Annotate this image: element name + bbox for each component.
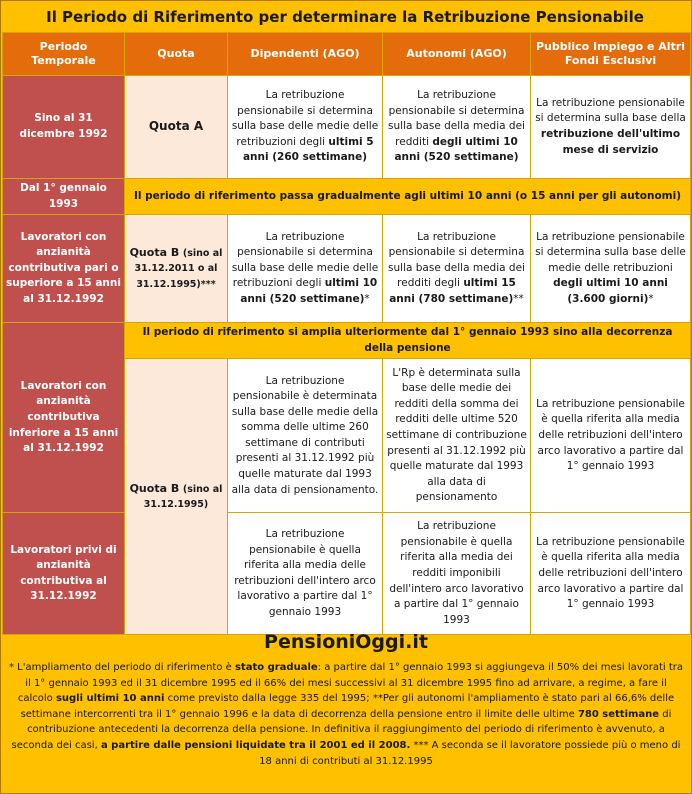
cell-text: La retribuzione pensionabile si determina sulla base delle medie delle retribuzioni bbox=[535, 230, 686, 274]
header-quota: Quota bbox=[125, 33, 228, 76]
note-emphasis: sugli ultimi 10 anni bbox=[55, 693, 165, 705]
note-text: di contribuzione antecedenti la decorrenza della pensione. In definitiva il raggiungimento del periodo di riferimento è avvenuto, a seconda dei casi, bbox=[11, 708, 672, 751]
cell-text: La retribuzione pensionabile si determina sulla base delle medie delle retribuzioni degli bbox=[231, 230, 379, 290]
cell-emphasis: retribuzione dell'ultimo mese di servizio bbox=[540, 128, 681, 156]
cell-footnote-mark: ** bbox=[513, 293, 524, 306]
band-row bbox=[3, 179, 691, 215]
header-pubblico: Pubblico Impiego e Altri Fondi Esclusivi bbox=[531, 33, 691, 76]
cell-emphasis: degli ultimi 10 anni (520 settimane) bbox=[394, 135, 519, 164]
cell-emphasis: ultimi 15 anni (780 settimane) bbox=[389, 277, 516, 306]
cell-footnote-mark: * bbox=[364, 293, 370, 306]
band-text: Il periodo di riferimento si amplia ulteriormente dal 1° gennaio 1993 sino alla decorrenza della pensione bbox=[125, 323, 691, 359]
cell-text: La retribuzione pensionabile si determina sulla base della media dei redditi degli bbox=[388, 230, 525, 290]
pubblico-cell: La retribuzione pensionabile è quella riferita alla media delle retribuzioni dell'intero arco lavorativo a partire dal 1° gennaio 1993 bbox=[531, 513, 691, 635]
brand-logo: PensioniOggi.it bbox=[264, 631, 428, 653]
quota-label: Quota B bbox=[129, 481, 180, 495]
periodo-cell: Lavoratori con anzianità contributiva inferiore a 15 anni al 31.12.1992 bbox=[3, 323, 125, 513]
table-row bbox=[3, 215, 691, 323]
cell-emphasis: degli ultimi 10 anni (3.600 giorni) bbox=[553, 277, 668, 306]
note-text: come previsto dalla legge 335 del 1995; **Per gli autonomi l'ampliamento è stato pari al 66,6% delle settimane intercorrenti tra il 1° gennaio 1996 e la data di decorrenza della pensione entro il limite delle ultime bbox=[20, 693, 675, 720]
cell-footnote-mark: * bbox=[648, 293, 654, 306]
table-row bbox=[3, 513, 691, 635]
cell-text: La retribuzione pensionabile si determina sulla base delle medie delle retribuzioni degli bbox=[231, 89, 379, 148]
periodo-cell: Lavoratori privi di anzianità contributiva al 31.12.1992 bbox=[3, 513, 125, 635]
autonomi-cell: L'Rp è determinata sulla base delle medie dei redditi della somma dei redditi delle ultime 520 settimane di contribuzione presenti al 31.12.1992 più quelle maturate dal 1993 alla data di pensionamento bbox=[383, 359, 531, 513]
dipendenti-cell: La retribuzione pensionabile è determinata sulla base delle medie della somma delle ultime 260 settimane di contributi presenti al 31.12.1992 più quelle maturate dal 1993 alla data di pensionamento. bbox=[228, 359, 383, 513]
quota-cell: Quota A bbox=[125, 76, 228, 179]
band-row bbox=[3, 323, 691, 359]
quota-cell bbox=[125, 359, 228, 635]
note-emphasis: a partire dalle pensioni liquidate tra il 2001 ed il 2008. bbox=[100, 739, 411, 751]
periodo-cell: Sino al 31 dicembre 1992 bbox=[3, 76, 125, 179]
note-emphasis: 780 settimane bbox=[577, 708, 660, 720]
note-text: : a partire dal 1° gennaio 1993 si aggiungeva il 50% dei mesi lavorati tra il 1° gennaio 1993 ed il 31 dicembre 1995 ed il 66% dei mesi successivi al 31 dicembre 1995 fino ad arrivare, a regime, a fare il calcolo bbox=[17, 662, 684, 705]
footnotes bbox=[8, 660, 684, 769]
quota-note: (sino al 31.12.2011 o al 31.12.1995)*** bbox=[134, 247, 223, 290]
note-text: *** A seconda se il lavoratore possiede più o meno di 18 anni di contributi al 31.12.1995 bbox=[259, 739, 681, 767]
pubblico-cell bbox=[531, 76, 691, 179]
periodo-cell: Lavoratori con anzianità contributiva pari o superiore a 15 anni al 31.12.1992 bbox=[3, 215, 125, 323]
page-title: Il Periodo di Riferimento per determinare la Retribuzione Pensionabile bbox=[46, 7, 644, 26]
cell-emphasis: ultimi 5 anni (260 settimane) bbox=[242, 135, 374, 164]
header-periodo: Periodo Temporale bbox=[3, 33, 125, 76]
note-text: * L'ampliamento del periodo di riferimento è bbox=[8, 662, 232, 673]
autonomi-cell bbox=[383, 76, 531, 179]
autonomi-cell: La retribuzione pensionabile è quella riferita alla media dei redditi imponibili dell'intero arco lavorativo a partire dal 1° gennaio 1993 bbox=[383, 513, 531, 635]
pubblico-cell: La retribuzione pensionabile è quella riferita alla media delle retribuzioni dell'intero arco lavorativo a partire dal 1° gennaio 1993 bbox=[531, 359, 691, 513]
retribuzione-table bbox=[2, 32, 691, 635]
band-text: Il periodo di riferimento passa gradualmente agli ultimi 10 anni (o 15 anni per gli autonomi) bbox=[125, 179, 691, 215]
header-row bbox=[3, 33, 691, 76]
dipendenti-cell bbox=[228, 76, 383, 179]
quota-note: (sino al 31.12.1995) bbox=[143, 483, 223, 511]
header-dipendenti: Dipendenti (AGO) bbox=[228, 33, 383, 76]
cell-text: La retribuzione pensionabile si determina sulla base della media dei redditi bbox=[388, 89, 525, 148]
dipendenti-cell: La retribuzione pensionabile è quella riferita alla media delle retribuzioni dell'intero arco lavorativo a partire dal 1° gennaio 1993 bbox=[228, 513, 383, 635]
quota-label: Quota B bbox=[129, 245, 180, 259]
pubblico-cell bbox=[531, 215, 691, 323]
cell-emphasis: ultimi 10 anni (520 settimane) bbox=[240, 277, 378, 306]
autonomi-cell bbox=[383, 215, 531, 323]
dipendenti-cell bbox=[228, 215, 383, 323]
note-emphasis: stato graduale bbox=[234, 662, 318, 673]
quota-cell bbox=[125, 215, 228, 323]
periodo-cell: Dal 1° gennaio 1993 bbox=[3, 179, 125, 215]
header-autonomi: Autonomi (AGO) bbox=[383, 33, 531, 76]
cell-text: La retribuzione pensionabile si determina sulla base della bbox=[535, 96, 686, 125]
table-row bbox=[3, 76, 691, 179]
